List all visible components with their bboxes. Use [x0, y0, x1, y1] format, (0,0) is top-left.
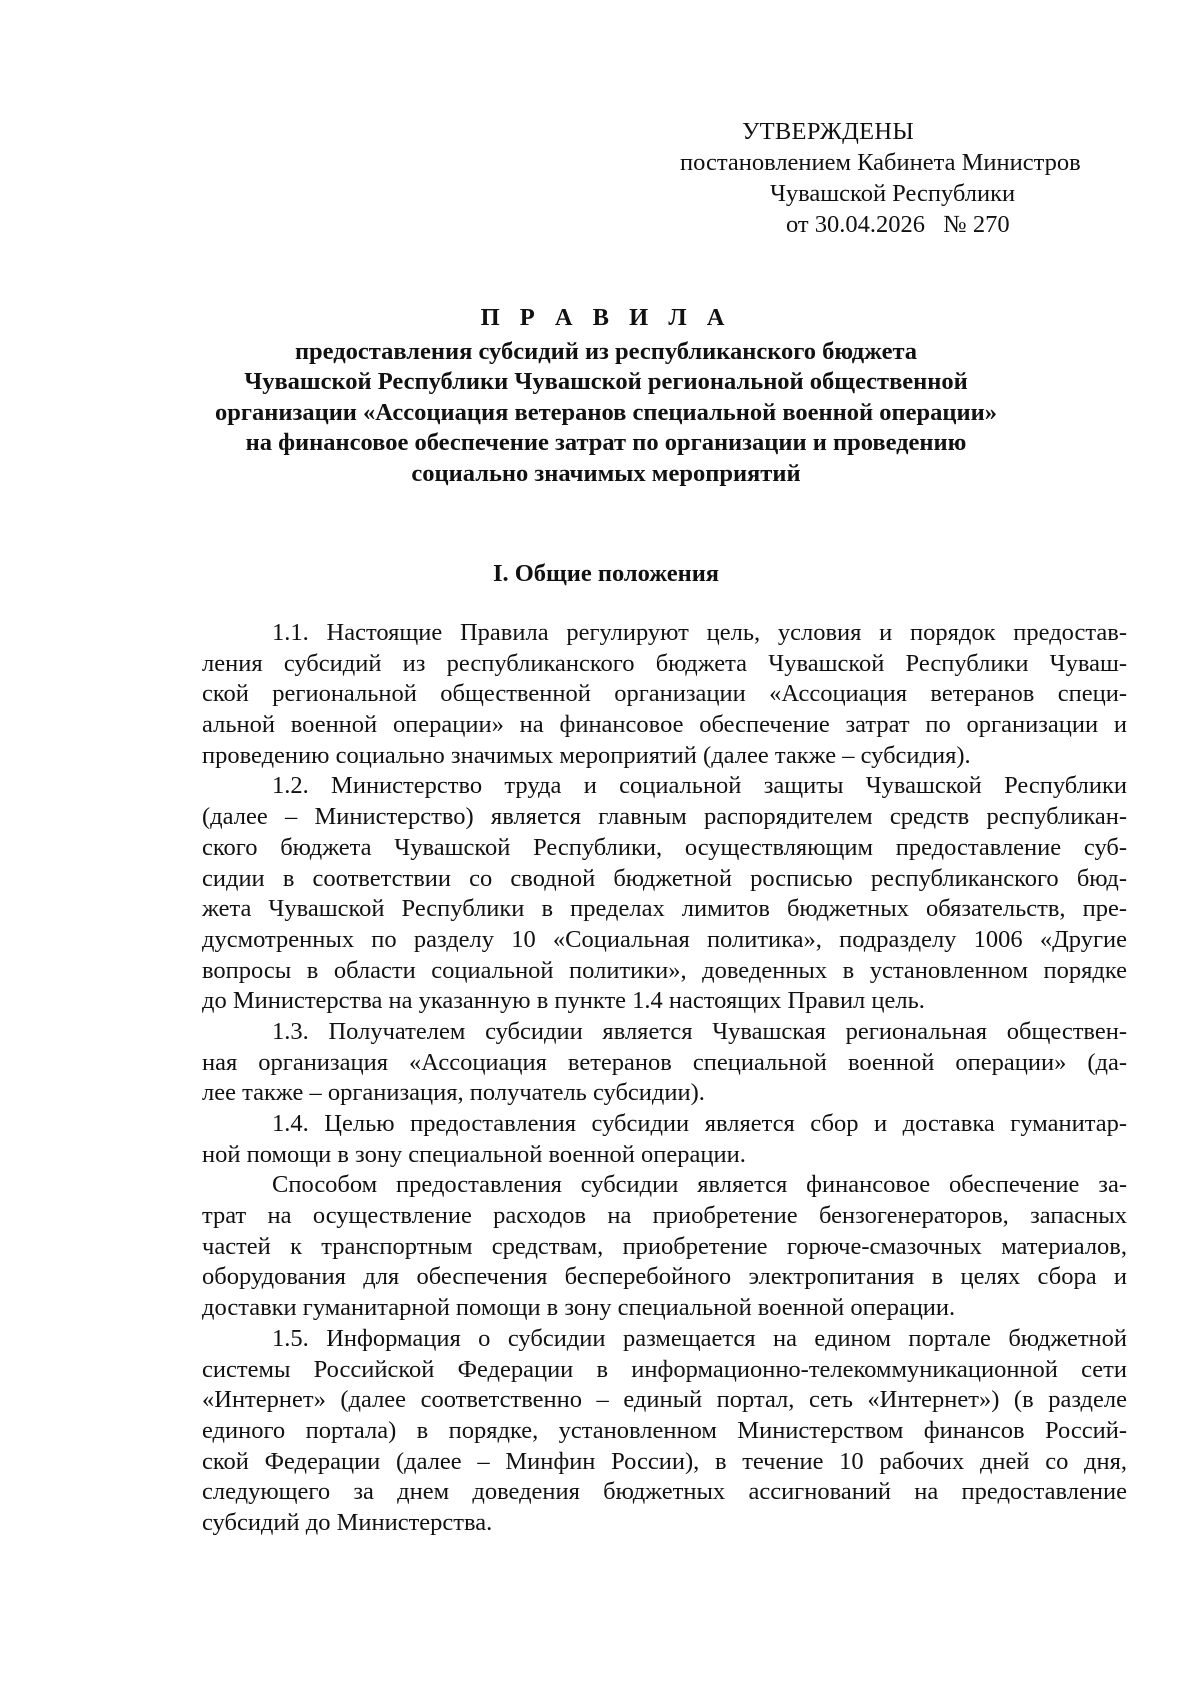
- document-subtitle-line: Чувашской Республики Чувашской региональной общественной: [244, 368, 968, 395]
- document-title: П Р А В И Л А: [480, 304, 732, 331]
- paragraph-line: 1.2. Министерство труда и социальной защиты Чувашской Республики: [272, 772, 1127, 800]
- approval-republic: Чувашской Республики: [770, 180, 1016, 207]
- paragraph-line: «Интернет» (далее соответственно – единый портал, сеть «Интернет») (в разделе: [202, 1386, 1127, 1414]
- paragraph-line: сидии в соответствии со сводной бюджетной росписью республиканского бюд-: [202, 864, 1127, 892]
- paragraph-line: дусмотренных по разделу 10 «Социальная политика», подразделу 1006 «Другие: [202, 925, 1127, 953]
- document-subtitle-line: социально значимых мероприятий: [411, 459, 801, 487]
- paragraph-line: ской региональной общественной организации «Ассоциация ветеранов специ-: [202, 680, 1127, 708]
- paragraph-line: альной военной операции» на финансовое обеспечение затрат по организации и: [202, 711, 1127, 739]
- paragraph-line: 1.5. Информация о субсидии размещается на едином портале бюджетной: [272, 1324, 1127, 1352]
- paragraph-line: ской Федерации (далее – Минфин России), в течение 10 рабочих дней со дня,: [202, 1447, 1127, 1475]
- approval-date-number: от 30.04.2026 № 270: [786, 211, 1010, 238]
- paragraph-line: единого портала) в порядке, установленном Министерством финансов Россий-: [202, 1416, 1127, 1444]
- document-subtitle-line: предоставления субсидий из республиканского бюджета: [294, 337, 918, 365]
- paragraph-line: проведению социально значимых мероприятий (далее также – субсидия).: [202, 741, 971, 769]
- paragraph-line: лее также – организация, получатель субсидии).: [202, 1079, 705, 1107]
- paragraph-line: жета Чувашской Республики в пределах лимитов бюджетных обязательств, пре-: [202, 895, 1127, 923]
- paragraph-line: трат на осуществление расходов на приобретение бензогенераторов, запасных: [202, 1202, 1127, 1230]
- paragraph-line: ского бюджета Чувашской Республики, осуществляющим предоставление суб-: [202, 833, 1127, 861]
- paragraph-line: Способом предоставления субсидии является финансовое обеспечение за-: [272, 1171, 1127, 1199]
- document-subtitle-line: организации «Ассоциация ветеранов специальной военной операции»: [215, 398, 997, 426]
- approval-title: УТВЕРЖДЕНЫ: [742, 118, 915, 145]
- paragraph-line: ления субсидий из республиканского бюджета Чувашской Республики Чуваш-: [202, 649, 1127, 677]
- paragraph-line: следующего за днем доведения бюджетных ассигнований на предоставление: [202, 1478, 1127, 1506]
- paragraph-line: ная организация «Ассоциация ветеранов специальной военной операции» (да-: [202, 1048, 1127, 1076]
- approval-stamp-block: [620, 116, 1132, 240]
- paragraph-line: оборудования для обеспечения бесперебойного электропитания в целях сбора и: [202, 1263, 1127, 1291]
- document-subtitle-line: на финансовое обеспечение затрат по организации и проведению: [245, 429, 967, 456]
- paragraph-line: 1.3. Получателем субсидии является Чувашская региональная обществен-: [272, 1017, 1127, 1045]
- paragraph-line: 1.4. Целью предоставления субсидии является сбор и доставка гуманитар-: [272, 1110, 1127, 1137]
- paragraph-line: 1.1. Настоящие Правила регулируют цель, условия и порядок предостав-: [272, 619, 1127, 646]
- document-title-block: [186, 303, 1026, 489]
- section-heading: I. Общие положения: [492, 560, 720, 587]
- approval-authority: постановлением Кабинета Министров: [680, 149, 1081, 176]
- paragraph-line: субсидий до Министерства.: [202, 1508, 493, 1536]
- paragraph-line: вопросы в области социальной политики», доведенных в установленном порядке: [202, 956, 1127, 984]
- paragraph-line: до Министерства на указанную в пункте 1.4 настоящих Правил цель.: [202, 987, 925, 1015]
- paragraph-line: ной помощи в зону специальной военной операции.: [202, 1140, 746, 1168]
- paragraph-line: системы Российской Федерации в информационно-телекоммуникационной сети: [202, 1355, 1127, 1383]
- paragraph-line: частей к транспортным средствам, приобретение горюче-смазочных материалов,: [202, 1232, 1127, 1260]
- paragraph-line: (далее – Министерство) является главным распорядителем средств республикан-: [202, 803, 1127, 831]
- paragraph-line: доставки гуманитарной помощи в зону специальной военной операции.: [202, 1294, 956, 1322]
- section-body: [202, 618, 1127, 1539]
